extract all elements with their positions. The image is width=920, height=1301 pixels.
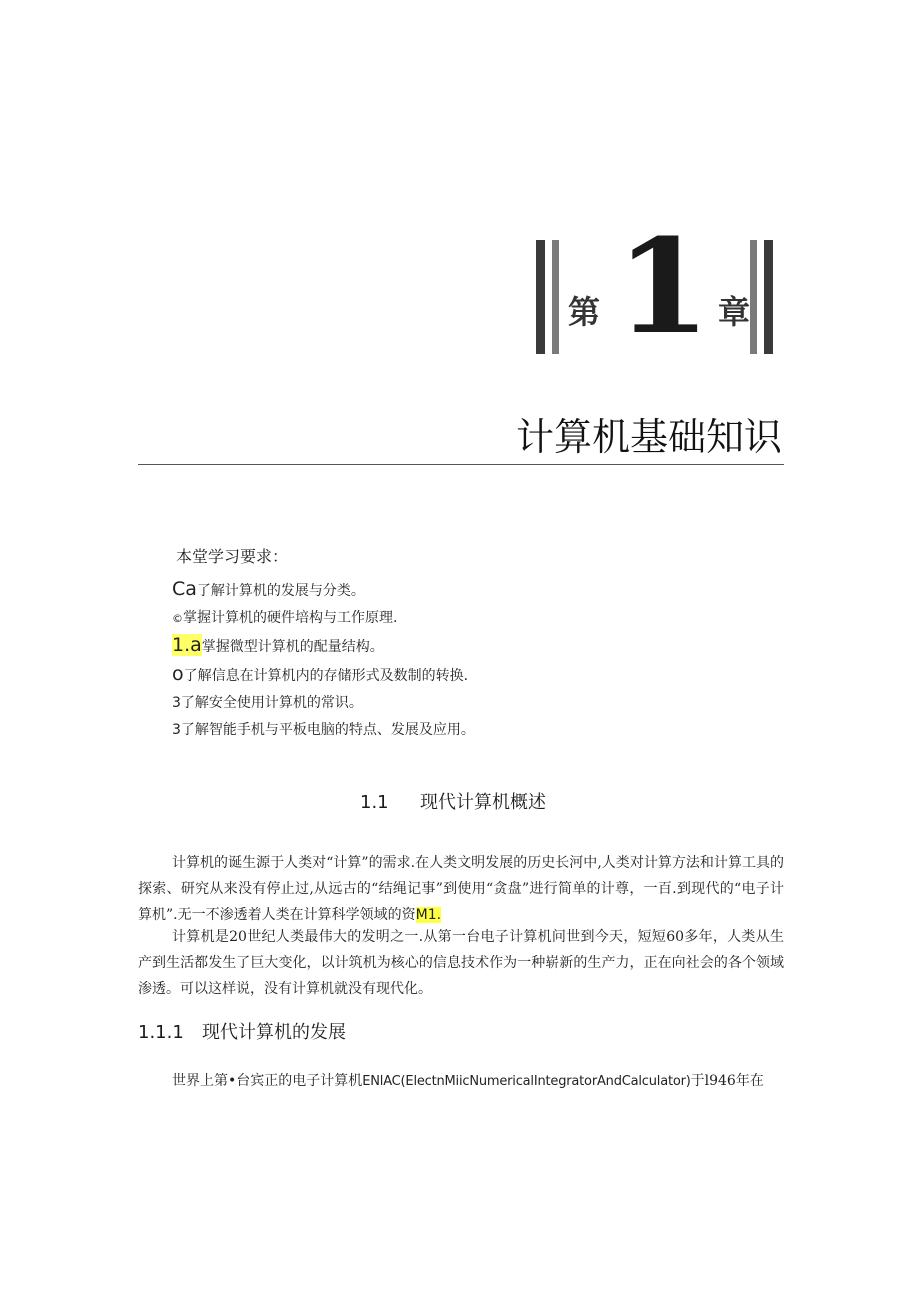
requirements-list xyxy=(172,576,475,744)
paragraph-text: 计算机的诞生源于人类对“计算”的需求.在人类文明发展的历史长河中,人类对计算方法和计算工具的探索、研究从来没有停止过,从远古的“结绳记事”到使用“贪盘”进行简单的计尊，一百.到现代的“电子计算机”.无一不渗透着人类在计算科学领域的资 xyxy=(138,855,784,923)
chapter-suffix: 章 xyxy=(718,293,751,331)
list-item xyxy=(172,576,475,605)
item-marker: 3 xyxy=(172,722,181,738)
requirements-heading: 本堂学习要求： xyxy=(176,547,289,566)
item-text: 了解安全使用计算机的常识。 xyxy=(180,695,363,711)
list-item xyxy=(172,632,475,661)
item-marker: o xyxy=(172,663,184,685)
eniac-name: ENlAC(ElectnMiicNumericalIntegratorAndCalculator) xyxy=(362,1074,691,1089)
section-number: 1.1 xyxy=(360,792,389,813)
item-text: 掌握微型计算机的配量结构。 xyxy=(201,639,384,655)
list-item xyxy=(172,717,475,744)
paragraph-prefix: 世界上第•台宾正的电子计算机 xyxy=(172,1073,363,1089)
subsection-title: 现代计算机的发展 xyxy=(202,1022,346,1043)
paragraph-significance: 计算机是20世纪人类最伟大的发明之一.从第一台电子计算机问世到今天，短短60多年，人类从生产到生活都发生了巨大变化，以计筑机为核心的信息技术作为一种崭新的生产力，正在向社会的各个领域渗透。可以这样说，没有计算机就没有现代化。 xyxy=(138,929,784,997)
badge-bar-left-outer xyxy=(536,240,545,354)
item-marker-highlighted: 1.a xyxy=(172,634,202,656)
highlight-mark: M1. xyxy=(415,907,442,923)
chapter-prefix: 第 xyxy=(568,293,601,331)
chapter-badge xyxy=(536,210,782,363)
badge-bar-right-outer xyxy=(764,240,773,354)
subsection-heading xyxy=(138,1020,346,1046)
list-item xyxy=(172,690,475,717)
item-text: 了解智能手机与平板电脑的特点、发展及应用。 xyxy=(180,722,475,738)
list-item xyxy=(172,661,475,690)
chapter-number: 1 xyxy=(615,210,711,363)
section-title: 现代计算机概述 xyxy=(420,792,546,813)
badge-bar-right-inner xyxy=(750,240,757,354)
paragraph-intro xyxy=(138,850,784,928)
item-text: 了解计算机的发展与分类。 xyxy=(196,583,365,599)
section-heading xyxy=(360,790,546,816)
item-text: 掌握计算机的硬件培构与工作原理. xyxy=(183,610,398,626)
item-marker: Ca xyxy=(172,578,197,600)
chapter-title: 计算机基础知识 xyxy=(515,415,782,459)
title-divider xyxy=(138,464,784,465)
list-item xyxy=(172,605,475,632)
item-marker: 3 xyxy=(172,695,181,711)
item-marker: © xyxy=(172,612,183,625)
badge-bar-left-inner xyxy=(552,240,559,354)
paragraph-suffix: 于l946年在 xyxy=(690,1073,764,1089)
item-text: 了解信息在计算机内的存储形式及数制的转换. xyxy=(183,668,469,684)
subsection-number: 1.1.1 xyxy=(138,1022,184,1043)
paragraph-eniac xyxy=(138,1068,784,1095)
